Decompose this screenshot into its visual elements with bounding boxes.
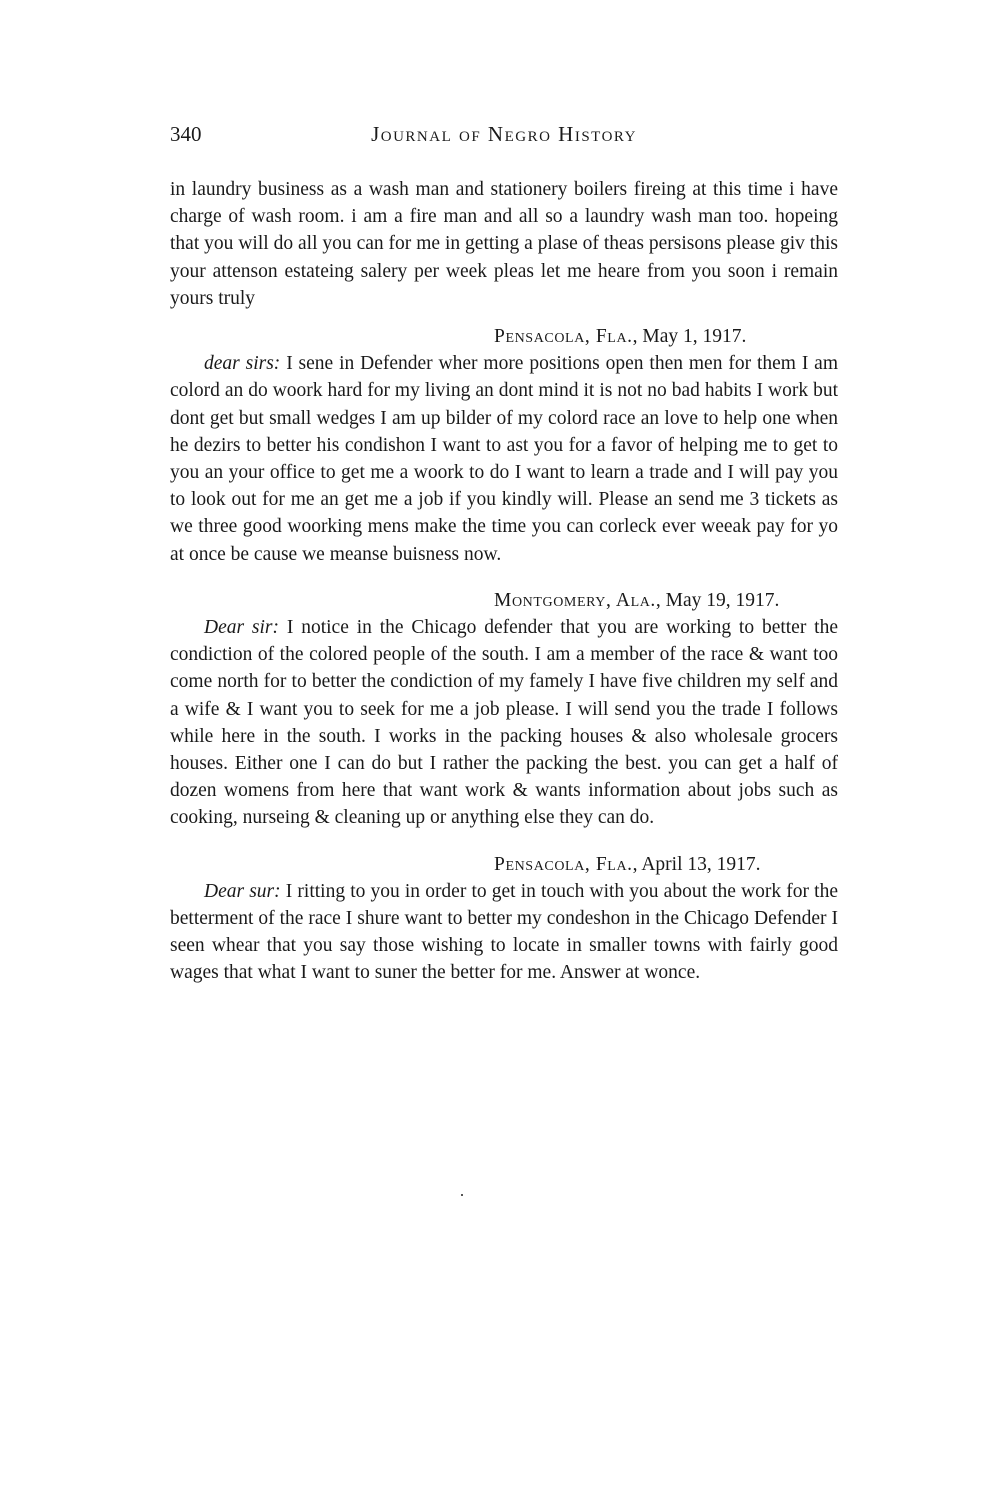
- letter-1-date: , May 1, 1917.: [632, 326, 747, 348]
- letter-1-text: I sene in Defender wher more positions open then men for them I am colord an do woork hard for my living an dont mind it is not no bad habits I work but dont get but small wedges I am up bilder of my colord race an love to help one when he dezirs to better his condishon I want to ast you for a favor of helping me to get to you an your office to get me a woork to do I want to learn a trade and I will pay you to look out for me an get me a job if you kindly will. Please an send me 3 tickets as we three good woorking mens make the time you can corleck ever weeak pay for yo at once be cause we meanse buisness now.: [170, 353, 839, 565]
- letter-3-body: [170, 878, 838, 987]
- letter-1-salutation: dear sirs:: [204, 353, 281, 375]
- letter-3-place: Pensacola, Fla.: [494, 853, 633, 875]
- letter-2-place: Montgomery, Ala.: [494, 589, 656, 611]
- letter-2-salutation: Dear sir:: [204, 617, 280, 639]
- letter-2-body: [170, 614, 838, 832]
- letter-2-dateline: [170, 587, 838, 614]
- letter-2-date: , May 19, 1917.: [655, 589, 780, 611]
- page-number: 340: [170, 122, 202, 146]
- letter-3-text: I ritting to you in order to get in touch with you about the work for the betterment of the race I shure want to better my condeshon in the Chicago Defender I seen whear that you say those wishing to locate in smaller towns with fairly good wages that what I want to suner the better for me. Answer at wonce.: [170, 880, 838, 984]
- journal-title: Journal of Negro History: [371, 122, 637, 146]
- letter-1-body: [170, 350, 838, 568]
- letter-2-text: I notice in the Chicago defender that you are working to better the condiction of the colored people of the south. I am a member of the race & want too come north for to better the condiction of my famely I have five children my self and a wife & I want you to seek for me a job please. I will send you the trade I follows while here in the south. I works in the packing houses & also wholesale grocers houses. Either one I can do but I rather the packing the best. you can get a half of dozen womens from here that want work & wants information about jobs such as cooking, nurseing & cleaning up or anything else they can do.: [170, 617, 838, 829]
- letter-1-dateline: [170, 323, 838, 350]
- letter-3-salutation: Dear sur:: [204, 880, 281, 902]
- scan-speck: [461, 1194, 463, 1196]
- letter-continuation-text: in laundry business as a wash man and stationery boilers fireing at this time i have charge of wash room. i am a fire man and all so a laundry wash man too. hopeing that you will do all you can for me in getting a plase of theas persisons please giv this your attenson estateing salery per week pleas let me heare from you soon i remain yours truly: [170, 179, 838, 309]
- letter-3-dateline: [170, 851, 838, 878]
- running-header: [170, 122, 838, 156]
- letter-1-place: Pensacola, Fla.: [494, 326, 633, 348]
- letter-3-date: , April 13, 1917.: [632, 853, 761, 875]
- page-body: [170, 176, 838, 987]
